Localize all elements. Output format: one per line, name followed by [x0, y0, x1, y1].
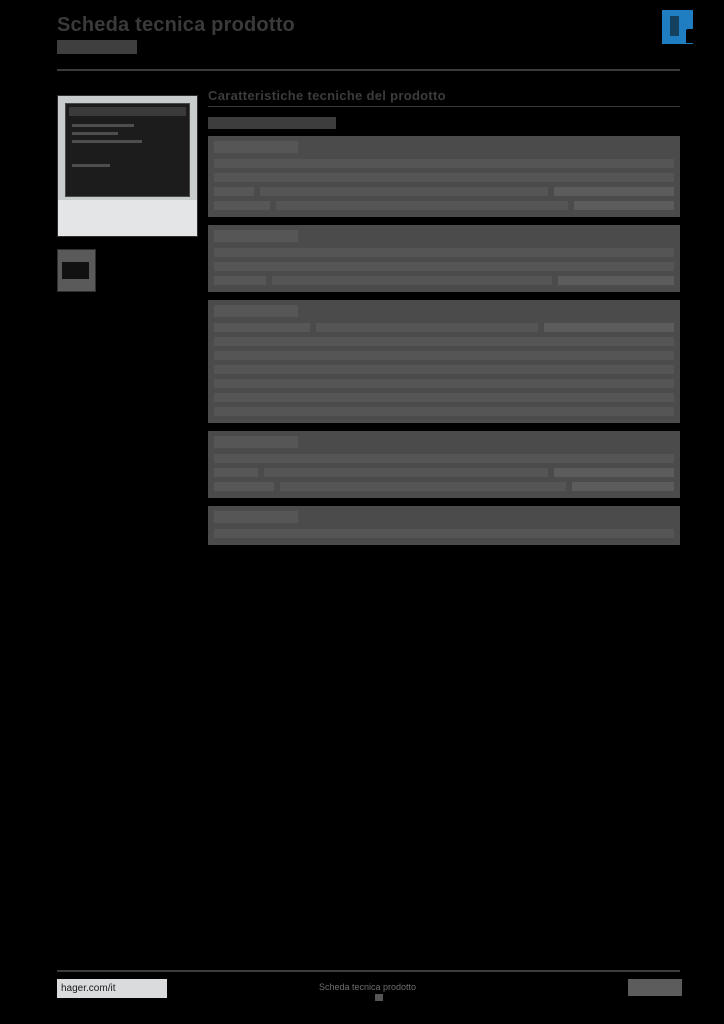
logo-glyph	[670, 16, 679, 36]
spec-leader	[276, 201, 568, 210]
product-screen	[65, 103, 190, 197]
spec-label	[214, 365, 674, 374]
spec-value	[554, 187, 674, 196]
spec-leader	[260, 187, 548, 196]
spec-label	[214, 173, 674, 182]
spec-block	[208, 225, 680, 292]
spec-block-heading	[214, 511, 298, 523]
footer-divider	[57, 970, 680, 972]
spec-value	[558, 276, 674, 285]
spec-label	[214, 482, 274, 491]
spec-row	[214, 348, 674, 362]
spec-row	[214, 320, 674, 334]
spec-leader	[272, 276, 552, 285]
spec-label	[214, 159, 674, 168]
document-footer	[57, 970, 682, 1006]
spec-value	[572, 482, 674, 491]
page-title: Scheda tecnica prodotto	[57, 14, 295, 36]
spec-block-heading	[214, 305, 298, 317]
spec-value	[554, 468, 674, 477]
section-heading: Caratteristiche tecniche del prodotto	[208, 88, 446, 103]
spec-row	[214, 259, 674, 273]
specifications-column	[208, 88, 680, 553]
spec-block	[208, 300, 680, 423]
spec-block	[208, 431, 680, 498]
footer-center-text: Scheda tecnica prodotto	[319, 982, 417, 992]
screen-line	[72, 124, 134, 127]
spec-row	[214, 362, 674, 376]
footer-website-link[interactable]: hager.com/it	[57, 979, 167, 998]
footer-sub-mark	[375, 994, 383, 1001]
spec-label	[214, 187, 254, 196]
product-main-image	[57, 95, 198, 237]
spec-block-heading	[214, 436, 298, 448]
spec-row	[214, 376, 674, 390]
header-divider	[57, 69, 680, 71]
screen-line	[72, 140, 142, 143]
spec-block	[208, 506, 680, 545]
document-header	[57, 14, 682, 70]
spec-row	[214, 404, 674, 418]
spec-row	[214, 451, 674, 465]
screen-title-bar	[69, 107, 186, 116]
footer-page-number	[628, 979, 682, 996]
spec-label	[214, 337, 674, 346]
hager-logo-icon	[662, 10, 702, 46]
spec-row	[214, 245, 674, 259]
spec-row	[214, 198, 674, 212]
spec-label	[214, 379, 674, 388]
spec-row	[214, 170, 674, 184]
spec-label	[214, 201, 270, 210]
spec-label	[214, 262, 674, 271]
spec-label	[214, 529, 674, 538]
spec-row	[214, 273, 674, 287]
spec-leader	[264, 468, 548, 477]
spec-label	[214, 407, 674, 416]
spec-label	[214, 351, 674, 360]
spec-block	[208, 136, 680, 217]
spec-block-heading	[214, 141, 298, 153]
product-thumbnail-image	[57, 249, 96, 292]
spec-value	[544, 323, 674, 332]
spec-row	[214, 334, 674, 348]
product-reference	[57, 40, 137, 54]
spec-leader	[280, 482, 566, 491]
logo-notch	[686, 29, 702, 43]
screen-line	[72, 132, 118, 135]
spec-label	[214, 454, 674, 463]
product-base	[58, 200, 197, 236]
spec-table	[208, 136, 680, 545]
spec-value	[574, 201, 674, 210]
spec-label	[214, 248, 674, 257]
spec-label	[214, 393, 674, 402]
spec-row	[214, 390, 674, 404]
spec-leader	[316, 323, 538, 332]
spec-label	[214, 468, 258, 477]
thumbnail-inner	[62, 262, 89, 279]
section-divider	[208, 106, 680, 107]
spec-row	[214, 156, 674, 170]
spec-block-heading	[214, 230, 298, 242]
spec-row	[214, 465, 674, 479]
spec-row	[214, 526, 674, 540]
spec-label	[214, 276, 266, 285]
sub-heading	[208, 117, 336, 129]
spec-row	[214, 479, 674, 493]
spec-row	[214, 184, 674, 198]
screen-line	[72, 164, 110, 167]
spec-label	[214, 323, 310, 332]
